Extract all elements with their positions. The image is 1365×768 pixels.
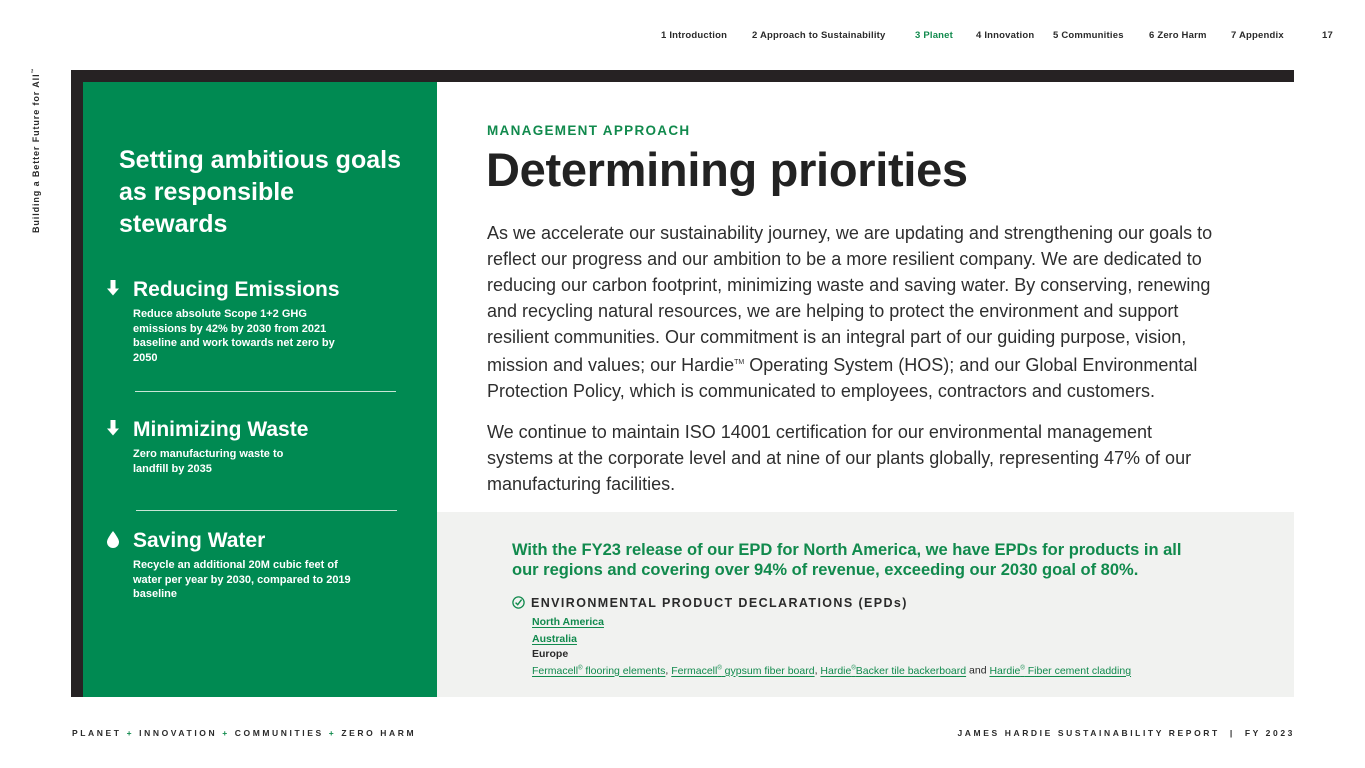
page-number: 17	[1322, 30, 1333, 41]
epd-link-fermacell-flooring[interactable]: Fermacell® flooring elements	[532, 664, 666, 677]
epd-link-north-america[interactable]: North America	[532, 616, 604, 628]
section-eyebrow: MANAGEMENT APPROACH	[487, 123, 691, 138]
goal-reducing-emissions	[133, 278, 393, 365]
down-arrow-icon	[106, 280, 122, 298]
frame-left-bar	[71, 70, 83, 697]
goal-title: Minimizing Waste	[133, 418, 309, 441]
body-paragraph-2: We continue to maintain ISO 14001 certification for our environmental management systems at the corporate level and at nine of our plants globally, representing 47% of our manufacturing facilities.	[487, 422, 1192, 494]
nav-planet[interactable]: 3 Planet	[915, 30, 954, 41]
epd-link-fermacell-gypsum[interactable]: Fermacell® gypsum fiber board	[671, 664, 815, 677]
goal-divider	[135, 391, 396, 392]
goal-title: Saving Water	[133, 529, 266, 552]
callout-lead: With the FY23 release of our EPD for North America, we have EPDs for products in all our regions and covering over 94% of revenue, exceeding our 2030 goal of 80%.	[512, 541, 1182, 579]
page-title: Determining priorities	[486, 143, 968, 196]
goal-saving-water	[133, 529, 393, 602]
footer-pillars: PLANET + INNOVATION + COMMUNITIES + ZERO HARM	[72, 728, 417, 738]
paragraph-text: Operating System (HOS); and our Global Environmental Protection Policy, which is communicated to employees, contractors and customers.	[487, 355, 1198, 401]
epd-heading-text: ENVIRONMENTAL PRODUCT DECLARATIONS (EPDs)	[531, 596, 908, 610]
epd-list	[532, 614, 1131, 678]
check-circle-icon	[512, 596, 525, 612]
nav-introduction[interactable]: 1 Introduction	[661, 30, 728, 41]
water-drop-icon	[106, 531, 122, 549]
frame-top-bar	[71, 70, 1294, 82]
body-paragraph-1	[487, 220, 1232, 404]
vertical-tagline	[31, 68, 41, 233]
goal-title: Reducing Emissions	[133, 278, 340, 301]
nav-approach-to-sustainability[interactable]: 2 Approach to Sustainability	[752, 30, 886, 41]
epd-callout	[437, 512, 1294, 697]
europe-products: Fermacell® flooring elements, Fermacell® gypsum fiber board, Hardie®Backer tile backerboard and Hardie® Fiber cement cladding	[532, 664, 1132, 677]
epd-link-hardiebacker[interactable]: Hardie®Backer tile backerboard	[820, 664, 967, 677]
goal-description: Reduce absolute Scope 1+2 GHG emissions by 42% by 2030 from 2021 baseline and work towards net zero by 2050	[133, 308, 335, 364]
epd-region-europe: Europe	[532, 648, 569, 660]
goal-description: Recycle an additional 20M cubic feet of water per year by 2030, compared to 2019 baseline	[133, 559, 351, 600]
goals-heading: Setting ambitious goals as responsible stewards	[119, 146, 401, 238]
epd-heading	[512, 596, 908, 612]
down-arrow-icon	[106, 420, 122, 438]
trademark-mark: ™	[31, 67, 37, 74]
footer-report-title: JAMES HARDIE SUSTAINABILITY REPORT | FY 2023	[957, 728, 1295, 738]
goal-minimizing-waste	[133, 418, 393, 476]
goals-panel	[83, 82, 437, 697]
nav-appendix[interactable]: 7 Appendix	[1231, 30, 1284, 41]
nav-communities[interactable]: 5 Communities	[1053, 30, 1124, 41]
nav-zero-harm[interactable]: 6 Zero Harm	[1149, 30, 1207, 41]
trademark-mark: TM	[734, 359, 745, 366]
paragraph-text: As we accelerate our sustainability journey, we are updating and strengthening our goals to reflect our progress and our ambition to be a more resilient company. We are dedicated to reducing our carbon footprint, minimizing waste and saving water. By conserving, renewing and recycling natural resources, we are helping to protect the environment and support resilient communities. Our commitment is an integral part of our guiding purpose, vision, mission and values; our Hardie	[487, 223, 1213, 375]
tagline-text: Building a Better Future for All	[31, 73, 41, 233]
nav-innovation[interactable]: 4 Innovation	[976, 30, 1035, 41]
top-navigation	[0, 30, 1365, 44]
epd-link-australia[interactable]: Australia	[532, 632, 577, 645]
goal-description: Zero manufacturing waste to landfill by 2035	[133, 448, 284, 475]
goal-divider	[136, 510, 397, 511]
epd-link-hardie-fiber-cement[interactable]: Hardie® Fiber cement cladding	[989, 664, 1132, 677]
